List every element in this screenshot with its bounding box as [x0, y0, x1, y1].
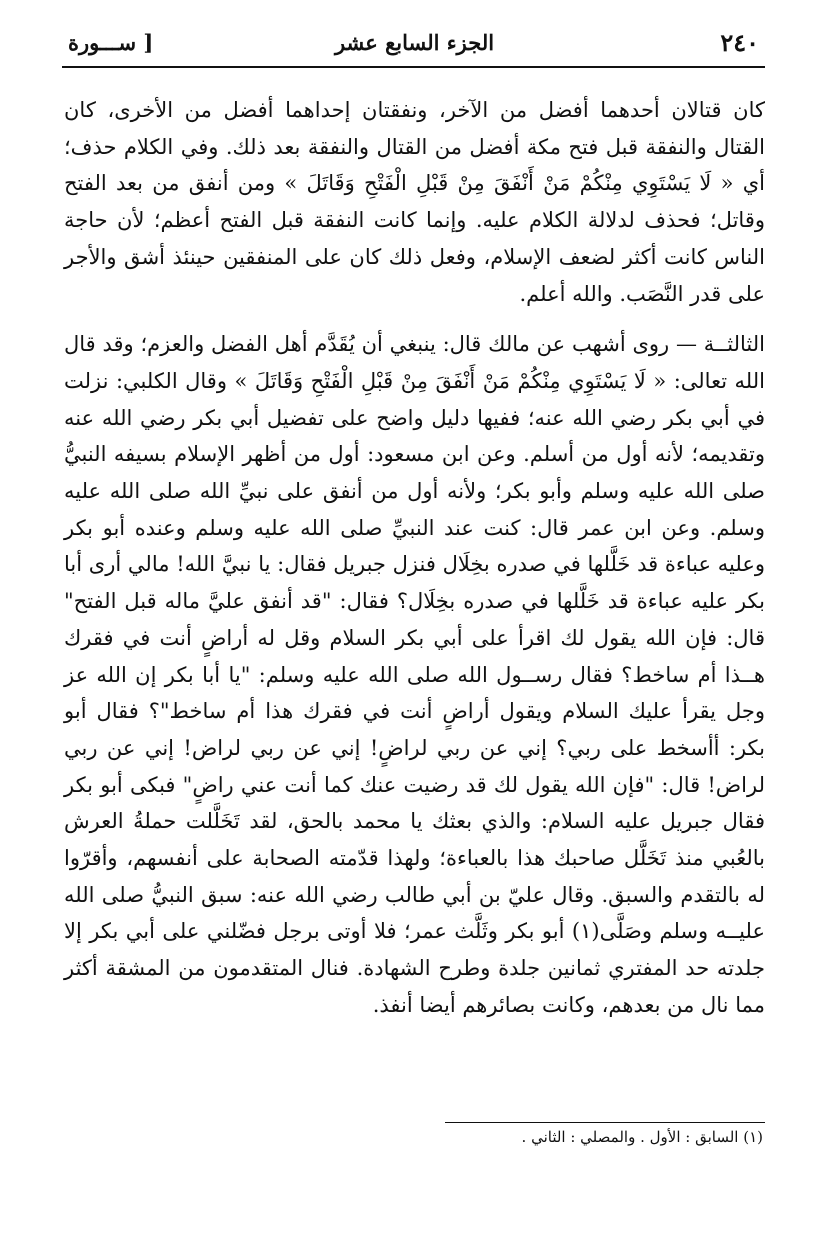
surah-tag: [ ســـورة: [68, 30, 154, 55]
paragraph: كان قتالان أحدهما أفضل من الآخر، ونفقتان إحداهما أفضل من الأخرى، كان القتال والنفقة قبل فتح مكة أفضل من القتال والنفقة بعد ذلك. وفي الكلام حذف؛ أي « لَا يَسْتَوِي مِنْكُمْ مَنْ أَنْفَقَ مِنْ قَبْلِ الْفَتْحِ وَقَاتَلَ » ومن أنفق من بعد الفتح وقاتل؛ فحذف لدلالة الكلام عليه. وإنما كانت النفقة قبل الفتح أعظم؛ لأن حاجة الناس كانت أكثر لضعف الإسلام، وفعل ذلك كان على المنفقين حينئذ أشق والأجر على قدر النَّصَب. والله أعلم.: [64, 98, 765, 306]
running-title: الجزء السابع عشر: [334, 30, 495, 55]
main-text: [64, 92, 765, 1024]
footnote: (١) السابق : الأول . والمصلي : الثاني .: [521, 1128, 763, 1146]
page-header: [62, 20, 767, 62]
paragraph: الثالثــة — روى أشهب عن مالك قال: ينبغي أن يُقَدَّم أهل الفضل والعزم؛ وقد قال الله تعالى: « لَا يَسْتَوِي مِنْكُمْ مَنْ أَنْفَقَ مِنْ قَبْلِ الْفَتْحِ وَقَاتَلَ » وقال الكلبي: نزلت في أبي بكر رضي الله عنه؛ ففيها دليل واضح على تفضيل أبي بكر رضي الله عنه وتقديمه؛ لأنه أول من أسلم. وعن ابن مسعود: أول من أظهر الإسلام بسيفه النبيُّ صلى الله عليه وسلم وأبو بكر؛ ولأنه أول من أنفق على نبيِّ الله صلى الله عليه وسلم. وعن ابن عمر قال: كنت عند النبيِّ صلى الله عليه وسلم وعنده أبو بكر وعليه عباءة قد خَلَّلها في صدره بخِلَال فنزل جبريل فقال: يا نبيَّ الله! مالي أرى أبا بكر عليه عباءة قد خَلَّلها في صدره بخِلَال؟ فقال: "قد أنفق عليَّ ماله قبل الفتح" قال: فإن الله يقول لك اقرأ على أبي بكر السلام وقل له أراضٍ أنت في فقرك هــذا أم ساخط؟ فقال رســول الله صلى الله عليه وسلم: "يا أبا بكر إن الله عز وجل يقرأ عليك السلام ويقول أراضٍ أنت في فقرك هذا أم ساخط"؟ فقال أبو بكر: أأسخط على ربي؟ إني عن ربي لراضٍ! إني عن ربي لراض! إني عن ربي لراض! قال: "فإن الله يقول لك قد رضيت عنك كما أنت عني راضٍ" فبكى أبو بكر فقال جبريل عليه السلام: والذي بعثك يا محمد بالحق، لقد تَخَلَّلت حملةُ العرش بالعُبي منذ تَخَلَّل صاحبك هذا بالعباءة؛ ولهذا قدّمته الصحابة على أنفسهم، وأقرّوا له بالتقدم والسبق. وقال عليّ بن أبي طالب رضي الله عنه: سبق النبيُّ صلى الله عليــه وسلم وصَلَّى(١) أبو بكر وثَلَّث عمر؛ فلا أوتى برجل فضّلني على أبي بكر إلا جلدته حد المفتري ثمانين جلدة وطرح الشهادة. فنال المتقدمون من المشقة أكثر مما نال من بعدهم، وكانت بصائرهم أيضا أنفذ.: [64, 332, 765, 1017]
page-number: ٢٤٠: [720, 28, 759, 57]
header-rule: [62, 66, 765, 68]
footnote-rule: [445, 1122, 765, 1123]
